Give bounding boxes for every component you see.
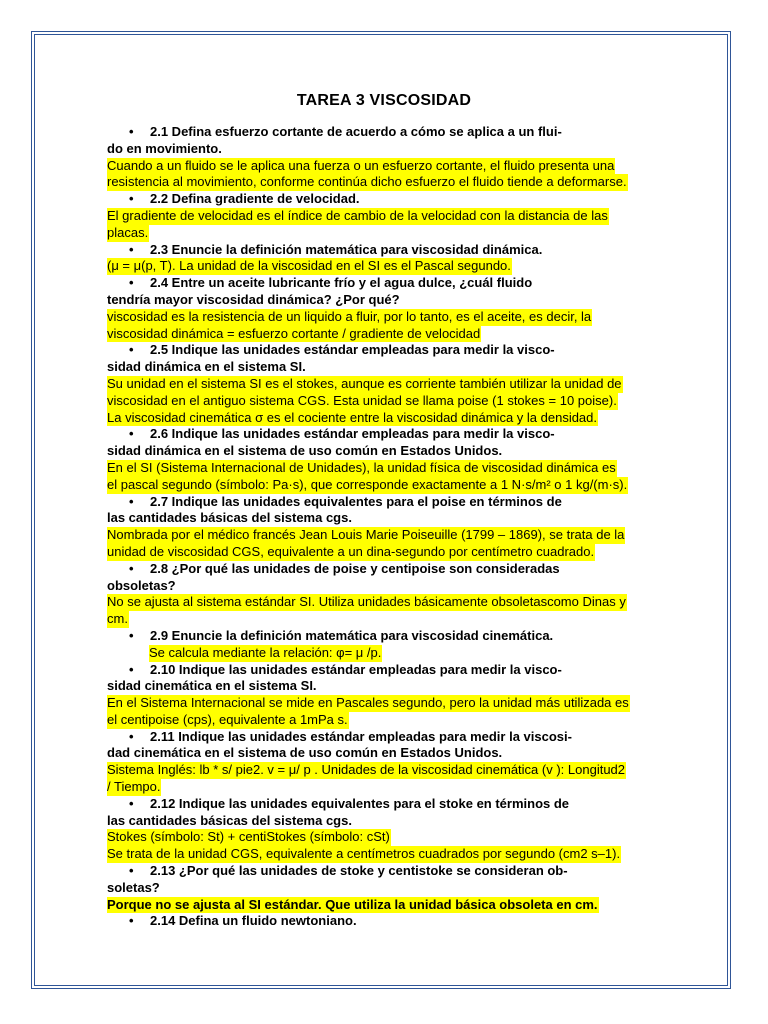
highlighted-answer: el centipoise (cps), equivalente a 1mPa s. bbox=[107, 711, 348, 727]
question-line: • 2.5 Indique las unidades estándar empleadas para medir la visco- bbox=[107, 342, 662, 359]
question-line: • 2.12 Indique las unidades equivalentes para el stoke en términos de bbox=[107, 796, 662, 813]
answer-line bbox=[107, 695, 662, 712]
answer-line bbox=[107, 611, 662, 628]
answer-line bbox=[107, 594, 662, 611]
question-line: sidad dinámica en el sistema de uso común en Estados Unidos. bbox=[107, 443, 503, 459]
question-line: sidad dinámica en el sistema SI. bbox=[107, 359, 306, 375]
answer-line bbox=[107, 527, 662, 544]
highlighted-answer: En el Sistema Internacional se mide en Pascales segundo, pero la unidad más utilizada es bbox=[107, 695, 629, 711]
question-line: • 2.4 Entre un aceite lubricante frío y el agua dulce, ¿cuál fluido bbox=[107, 275, 662, 292]
question-line: • 2.9 Enuncie la definición matemática para viscosidad cinemática. bbox=[107, 628, 662, 645]
highlighted-answer: viscosidad en el antiguo sistema CGS. Esta unidad se llama poise (1 stokes = 10 poise). bbox=[107, 392, 617, 408]
answer-line bbox=[107, 376, 662, 393]
answer-line bbox=[107, 544, 662, 561]
answer-line bbox=[107, 829, 662, 846]
highlighted-answer: No se ajusta al sistema estándar SI. Utiliza unidades básicamente obsoletascomo Dinas y bbox=[107, 594, 626, 610]
answer-line bbox=[107, 258, 662, 275]
answer-line bbox=[107, 645, 662, 662]
highlighted-answer: Sistema Inglés: lb * s/ pie2. v = μ/ p . Unidades de la viscosidad cinemática (v ): Longitud2 bbox=[107, 762, 626, 778]
question-line: • 2.6 Indique las unidades estándar empleadas para medir la visco- bbox=[107, 426, 662, 443]
highlighted-answer: La viscosidad cinemática σ es el cociente entre la viscosidad dinámica y la densidad. bbox=[107, 409, 598, 425]
document-body bbox=[107, 124, 662, 930]
page-title: TAREA 3 VISCOSIDAD bbox=[296, 92, 472, 109]
answer-line bbox=[107, 846, 662, 863]
answer-line bbox=[107, 174, 662, 191]
answer-line bbox=[107, 762, 662, 779]
answer-line bbox=[107, 309, 662, 326]
question-line: • 2.7 Indique las unidades equivalentes para el poise en términos de bbox=[107, 494, 662, 511]
highlighted-answer: Se trata de la unidad CGS, equivalente a centímetros cuadrados por segundo (cm2 s–1). bbox=[107, 846, 621, 862]
highlighted-answer: viscosidad dinámica = esfuerzo cortante / gradiente de velocidad bbox=[107, 325, 481, 341]
highlighted-answer: viscosidad es la resistencia de un liquido a fluir, por lo tanto, es el aceite, es decir, la bbox=[107, 308, 592, 324]
question-line: do en movimiento. bbox=[107, 140, 222, 156]
answer-line bbox=[107, 208, 662, 225]
highlighted-answer: El gradiente de velocidad es el índice de cambio de la velocidad con la distancia de las bbox=[107, 207, 608, 223]
question-line: las cantidades básicas del sistema cgs. bbox=[107, 510, 352, 526]
question-line: • 2.10 Indique las unidades estándar empleadas para medir la visco- bbox=[107, 662, 662, 679]
highlighted-answer: cm. bbox=[107, 611, 128, 627]
highlighted-answer: Se calcula mediante la relación: φ= μ /p. bbox=[149, 644, 382, 660]
question-line: • 2.8 ¿Por qué las unidades de poise y centipoise son consideradas bbox=[107, 561, 662, 578]
question-line: obsoletas? bbox=[107, 577, 176, 593]
answer-line bbox=[107, 393, 662, 410]
highlighted-answer: (μ = μ(p, T). La unidad de la viscosidad en el SI es el Pascal segundo. bbox=[107, 258, 511, 274]
answer-line bbox=[107, 712, 662, 729]
highlighted-answer: placas. bbox=[107, 224, 149, 240]
highlighted-answer: Su unidad en el sistema SI es el stokes, aunque es corriente también utilizar la unidad de bbox=[107, 375, 622, 391]
highlighted-answer: Nombrada por el médico francés Jean Louis Marie Poiseuille (1799 – 1869), se trata de la bbox=[107, 527, 625, 543]
highlighted-answer: Stokes (símbolo: St) + centiStokes (símbolo: cSt) bbox=[107, 829, 390, 845]
answer-line bbox=[107, 779, 662, 796]
answer-line bbox=[107, 225, 662, 242]
highlighted-answer: resistencia al movimiento, conforme continúa dicho esfuerzo el fluido tiende a deformarse. bbox=[107, 174, 627, 190]
highlighted-answer: unidad de viscosidad CGS, equivalente a un dina-segundo por centímetro cuadrado. bbox=[107, 543, 595, 559]
question-line: • 2.1 Defina esfuerzo cortante de acuerdo a cómo se aplica a un flui- bbox=[107, 124, 662, 141]
question-line: • 2.13 ¿Por qué las unidades de stoke y centistoke se consideran ob- bbox=[107, 863, 662, 880]
question-line: dad cinemática en el sistema de uso común en Estados Unidos. bbox=[107, 745, 503, 761]
question-line: • 2.2 Defina gradiente de velocidad. bbox=[107, 191, 662, 208]
question-line: • 2.14 Defina un fluido newtoniano. bbox=[107, 913, 662, 930]
highlighted-answer: Cuando a un fluido se le aplica una fuerza o un esfuerzo cortante, el fluido presenta una bbox=[107, 157, 615, 173]
answer-line bbox=[107, 897, 662, 914]
highlighted-answer: Porque no se ajusta al SI estándar. Que utiliza la unidad básica obsoleta en cm. bbox=[107, 896, 598, 912]
question-line: tendría mayor viscosidad dinámica? ¿Por qué? bbox=[107, 291, 400, 307]
question-line: sidad cinemática en el sistema SI. bbox=[107, 678, 317, 694]
highlighted-answer: / Tiempo. bbox=[107, 779, 161, 795]
answer-line bbox=[107, 326, 662, 343]
question-line: las cantidades básicas del sistema cgs. bbox=[107, 812, 352, 828]
question-line: • 2.11 Indique las unidades estándar empleadas para medir la viscosi- bbox=[107, 729, 662, 746]
answer-line bbox=[107, 460, 662, 477]
highlighted-answer: En el SI (Sistema Internacional de Unidades), la unidad física de viscosidad dinámica es bbox=[107, 459, 616, 475]
answer-line bbox=[107, 410, 662, 427]
answer-line bbox=[107, 158, 662, 175]
question-line: soletas? bbox=[107, 879, 160, 895]
question-line: • 2.3 Enuncie la definición matemática para viscosidad dinámica. bbox=[107, 242, 662, 259]
highlighted-answer: el pascal segundo (símbolo: Pa·s), que corresponde exactamente a 1 N·s/m² o 1 kg/(m·s). bbox=[107, 476, 628, 492]
answer-line bbox=[107, 477, 662, 494]
